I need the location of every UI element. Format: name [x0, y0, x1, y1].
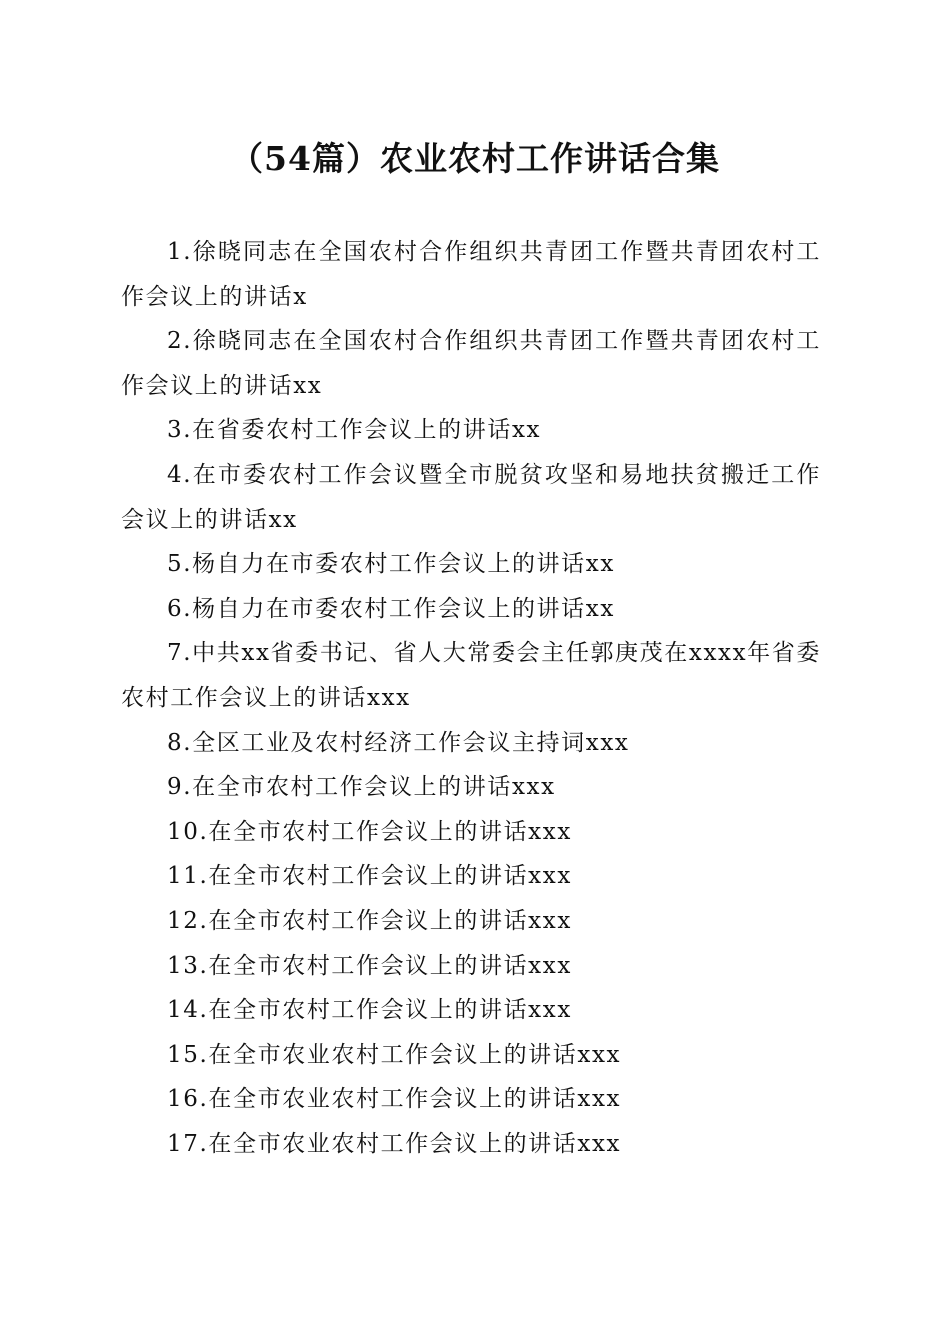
toc-item: 12.在全市农村工作会议上的讲话xxx [167, 907, 572, 934]
toc-item: 2.徐晓同志在全国农村合作组织共青团工作暨共青团农村工作会议上的讲话xx [121, 328, 821, 399]
toc-item: 13.在全市农村工作会议上的讲话xxx [167, 952, 572, 979]
toc-list [121, 230, 821, 1166]
toc-item: 8.全区工业及农村经济工作会议主持词xxx [167, 729, 630, 756]
toc-item: 4.在市委农村工作会议暨全市脱贫攻坚和易地扶贫搬迁工作会议上的讲话xx [121, 461, 821, 533]
toc-item: 7.中共xx省委书记、省人大常委会主任郭庚茂在xxxx年省委农村工作会议上的讲话xxx [121, 640, 821, 711]
toc-item: 10.在全市农村工作会议上的讲话xxx [167, 818, 572, 845]
toc-item: 3.在省委农村工作会议上的讲话xx [167, 417, 542, 444]
toc-item: 6.杨自力在市委农村工作会议上的讲话xx [167, 595, 615, 622]
toc-item: 15.在全市农业农村工作会议上的讲话xxx [167, 1041, 622, 1068]
toc-item: 9.在全市农村工作会议上的讲话xxx [167, 774, 556, 801]
toc-item: 5.杨自力在市委农村工作会议上的讲话xx [167, 551, 615, 578]
toc-item: 14.在全市农村工作会议上的讲话xxx [167, 997, 572, 1024]
toc-item: 16.在全市农业农村工作会议上的讲话xxx [167, 1086, 622, 1113]
toc-item: 1.徐晓同志在全国农村合作组织共青团工作暨共青团农村工作会议上的讲话x [121, 239, 821, 310]
toc-item: 11.在全市农村工作会议上的讲话xxx [167, 863, 572, 890]
document-title: （54篇）农业农村工作讲话合集 [230, 139, 720, 178]
toc-item: 17.在全市农业农村工作会议上的讲话xxx [167, 1130, 622, 1157]
